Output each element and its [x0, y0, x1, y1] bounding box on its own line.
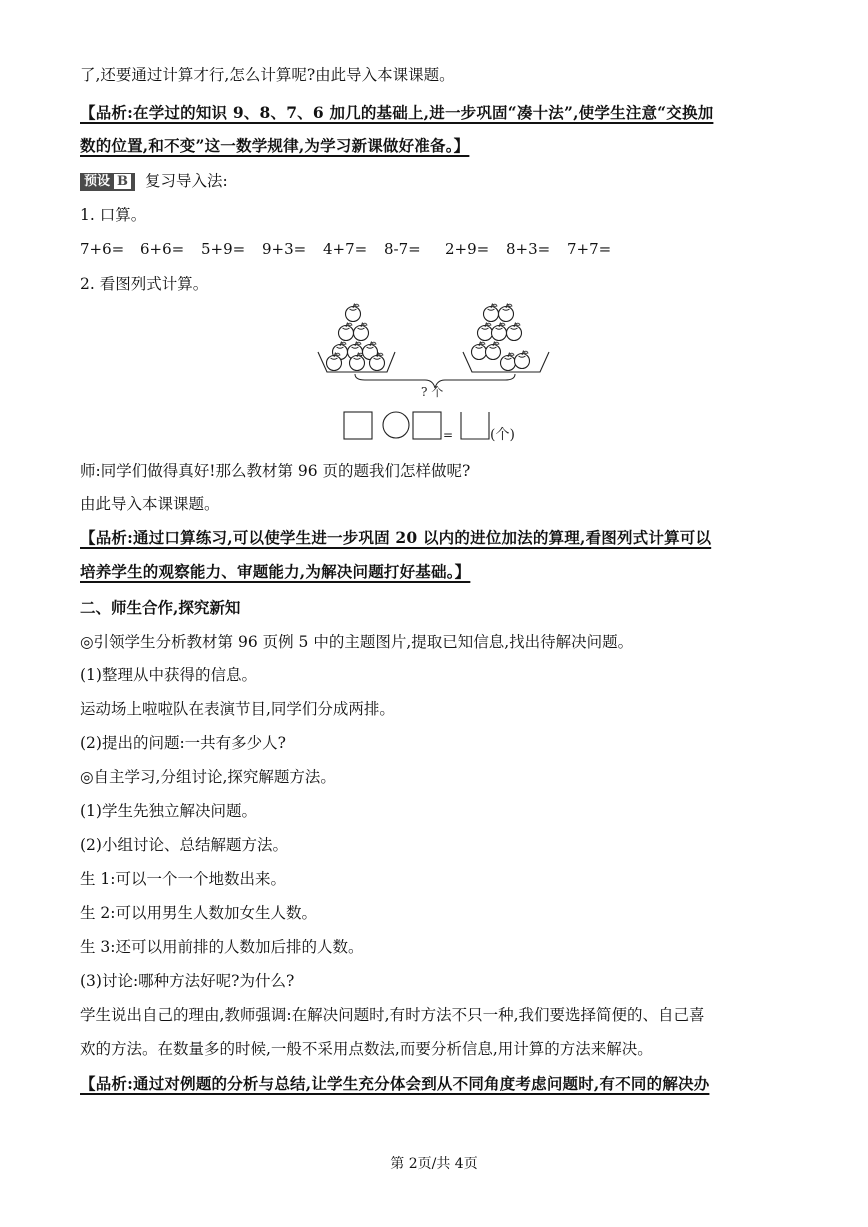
paragraph: (1)学生先独立解决问题。: [80, 802, 257, 820]
oral-calc-9: 7+7=: [567, 240, 612, 258]
equals-sign: =: [443, 428, 454, 442]
paragraph: ◎引领学生分析教材第 96 页例 5 中的主题图片,提取已知信息,找出待解决问题。: [80, 633, 634, 651]
paragraph: 生 1:可以一个一个地数出来。: [80, 870, 287, 888]
apple-icon: [478, 323, 493, 341]
oral-calc-4: 9+3=: [262, 240, 307, 258]
paragraph: (1)整理从中获得的信息。: [80, 666, 257, 684]
apple-icon: [339, 323, 354, 341]
teacher-line: 师:同学们做得真好!那么教材第 96 页的题我们怎样做呢?: [80, 462, 471, 480]
paragraph: 学生说出自己的理由,教师强调:在解决问题时,有时方法不只一种,我们要选择简便的、自己喜: [80, 1006, 705, 1024]
oral-calc-8: 8+3=: [506, 240, 551, 258]
left-apple-group: [318, 304, 395, 373]
method-badge: 预设 B: [80, 173, 135, 191]
apple-icon: [486, 342, 501, 360]
analysis-note-2-line-2: 培养学生的观察能力、审题能力,为解决问题打好基础。】: [80, 562, 471, 581]
method-title: 复习导入法:: [145, 172, 228, 190]
paragraph: (3)讨论:哪种方法好呢?为什么?: [80, 972, 295, 990]
question-label: ? 个: [421, 385, 444, 399]
oral-calc-2: 6+6=: [140, 240, 185, 258]
apple-icon: [484, 304, 499, 322]
paragraph: (2)提出的问题:一共有多少人?: [80, 734, 286, 752]
paragraph: 欢的方法。在数量多的时候,一般不采用点数法,而要分析信息,用计算的方法来解决。: [80, 1040, 653, 1058]
unit-label: (个): [490, 427, 515, 443]
analysis-note-2-line-1: 【品析:通过口算练习,可以使学生进一步巩固 20 以内的进位加法的算理,看图列式计算可以: [80, 528, 712, 547]
apple-icon: [499, 304, 514, 322]
oral-calc-1: 7+6=: [80, 240, 125, 258]
paragraph: 生 3:还可以用前排的人数加后排的人数。: [80, 938, 364, 956]
analysis-note-1-line-2: 数的位置,和不变”这一数学规律,为学习新课做好准备。】: [80, 136, 470, 155]
right-apple-group: [463, 304, 549, 373]
oral-calc-6: 8-7=: [384, 240, 421, 258]
apple-icon: [472, 342, 487, 360]
paragraph: 生 2:可以用男生人数加女生人数。: [80, 904, 318, 922]
method-b-heading: [80, 170, 228, 192]
answer-box-3: [461, 412, 489, 439]
analysis-note-3: 【品析:通过对例题的分析与总结,让学生充分体会到从不同角度考虑问题时,有不同的解决办: [80, 1074, 710, 1093]
paragraph: (2)小组讨论、总结解题方法。: [80, 836, 288, 854]
item-picture-calc: 2. 看图列式计算。: [80, 275, 209, 293]
item-oral-calc: 1. 口算。: [80, 206, 147, 224]
oral-calc-7: 2+9=: [445, 240, 490, 258]
analysis-note-1-line-1: 【品析:在学过的知识 9、8、7、6 加几的基础上,进一步巩固“凑十法”,使学生注意“交换加: [80, 103, 714, 122]
oral-calc-5: 4+7=: [323, 240, 368, 258]
paragraph: ◎自主学习,分组讨论,探究解题方法。: [80, 768, 336, 786]
answer-box-1: [344, 412, 372, 439]
apple-icon: [501, 353, 516, 371]
apple-icon: [492, 323, 507, 341]
page-footer: 第 2页/共 4页: [390, 1156, 478, 1172]
apple-icon: [507, 323, 522, 341]
oral-calc-3: 5+9=: [201, 240, 246, 258]
apple-icon: [327, 353, 342, 371]
section-heading-2: 二、师生合作,探究新知: [80, 598, 241, 617]
apple-icon: [346, 304, 361, 322]
apple-figure: [315, 300, 565, 448]
paragraph-intro-end: 了,还要通过计算才行,怎么计算呢?由此导入本课课题。: [80, 66, 455, 84]
answer-box-2: [413, 412, 441, 439]
apple-icon: [515, 351, 530, 369]
paragraph: 运动场上啦啦队在表演节目,同学们分成两排。: [80, 700, 395, 718]
apple-icon: [354, 323, 369, 341]
intro-line: 由此导入本课课题。: [80, 495, 220, 513]
operator-circle: [383, 412, 409, 438]
